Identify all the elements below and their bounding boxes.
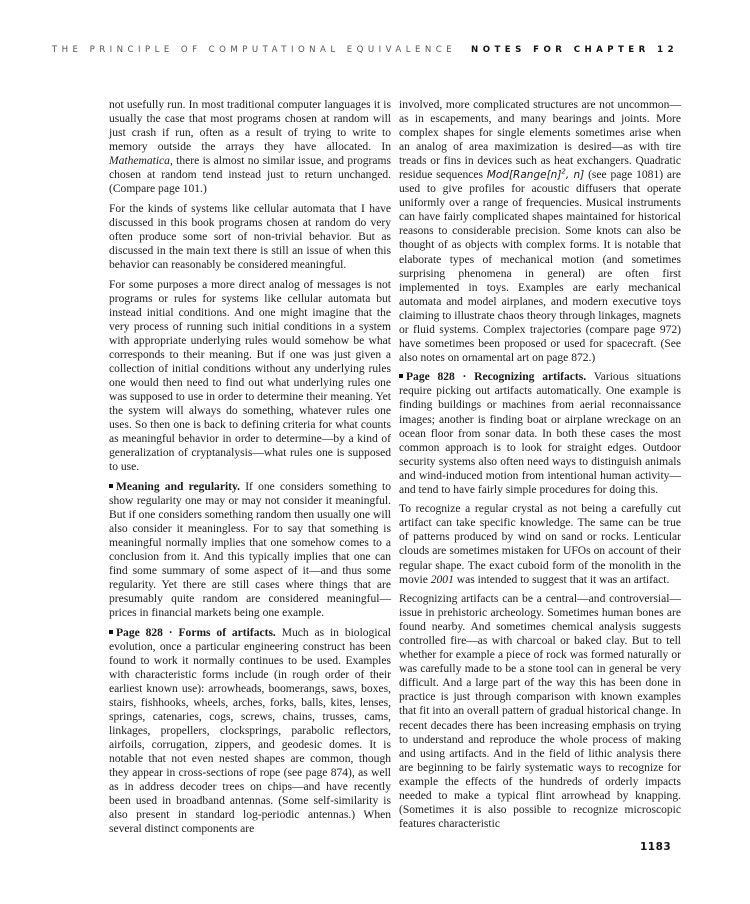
note-body: Much as in biological evolution, once a particular engineering construct has been found to work it normally continues to be used. Examples with characteristic forms include (in rough order of their earliest known use): arrowheads, boomerangs, saws, boxes, stairs, fishhooks, wheels, arches, forks, balls, kites, lenses, springs, catenaries, cogs, screws, chains, trusses, cams, linkages, propellers, clocksprings, parabolic reflectors, airfoils, corrugation, zippers, and geodesic domes. It is notable that not even nested shapes are common, though they appear in cross-sections of rope (see page 874), as well as in address decoder trees on chips—and have recently been used in broadband antennas. (Some self-similarity is also present in standard log-periodic antennas.) When several distinct components are xyxy=(109,626,392,836)
book-title: THE PRINCIPLE OF COMPUTATIONAL EQUIVALENCE xyxy=(51,45,457,55)
note-body: Various situations require picking out artifacts automatically. One example is finding buildings or machines from aerial reconnaissance images; another is finding boat or airplane wreckage on an ocean floor from sonar data. In both these cases the most common approach is to look for straight edges. Outdoor security systems also often need ways to distinguish animals and wind-induced motion from intentional human activity—and tend to have fairly simple procedures for doing this. xyxy=(399,371,681,496)
code-expression xyxy=(487,169,584,181)
right-column xyxy=(399,98,681,836)
paragraph-text: was intended to suggest that it was an artifact. xyxy=(453,573,670,586)
paragraph xyxy=(399,502,681,586)
running-head xyxy=(51,40,678,60)
square-bullet-icon xyxy=(399,374,403,378)
paragraph-text: (see page 1081) are used to give profiles for acoustic diffusers that operate uniformly over a range of frequencies. Musical instruments can have fairly complicated shapes maintained for historical reasons to considerable precision. Some knots can also be thought of as objects with complex forms. It is notable that elaborate types of mechanical motion (and sometimes surprising phenomena in general) are often first implemented in toys. Examples are early mechanical automata and model airplanes, and modern executive toys claiming to illustrate chaos theory through linkages, magnets or fluid systems. Complex trajectories (compare page 972) have sometimes been proposed or used for spacecraft. (See also notes on ornamental art on page 872.) xyxy=(399,169,681,364)
paragraph: For the kinds of systems like cellular automata that I have discussed in this book programs chosen at random do very often produce some sort of non-trivial behavior. But as discussed in the main text there is still an issue of when this behavior can reasonably be considered meaningful. xyxy=(109,202,391,272)
paragraph-text: involved, more complicated structures are not uncommon—as in escapements, and many bearings and joints. More complex shapes for single elements sometimes arise when an analog of area maximization is desired—as with tire treads or fins in devices such as heat exchangers. Quadratic residue sequences xyxy=(399,99,681,182)
paragraph-text: not usefully run. In most traditional computer languages it is usually the case that most programs chosen at random will just crash if run, often as a result of trying to write to memory outside the arrays they have allocated. In xyxy=(109,99,391,154)
note-forms-of-artifacts xyxy=(109,626,391,837)
note-heading: Page 828 · Recognizing artifacts. xyxy=(406,371,587,384)
paragraph: For some purposes a more direct analog of messages is not programs or rules for systems like cellular automata but instead initial conditions. And one might imagine that the very process of running such initial conditions in a system with appropriate underlying rules would somehow be what corresponds to their meaning. But if one was just given a collection of initial conditions without any underlying rules one would then need to find out what underlying rules one was supposed to use in order to determine their meaning. Yet the system will always do something, whatever rules one uses. So then one is back to defining criteria for what counts as meaningful behavior in order to determine—by a kind of generalization of cryptanalysis—what rules one is supposed to use. xyxy=(109,278,391,474)
italic-term: Mathematica xyxy=(109,155,170,168)
italic-term: 2001 xyxy=(430,573,454,586)
note-meaning-and-regularity xyxy=(109,480,391,620)
code-superscript: 2 xyxy=(561,167,566,176)
code-text: Mod[Range[n] xyxy=(486,169,562,182)
paragraph-text: To recognize a regular crystal as not being a carefully cut artifact can take specific knowledge. The same can be true of patterns produced by wind on sand or rocks. Lenticular clouds are sometimes mistaken for UFOs on account of their regular shape. The exact cuboid form of the monolith in the movie xyxy=(399,503,681,586)
square-bullet-icon xyxy=(109,484,113,488)
paragraph-text: , there is almost no similar issue, and programs chosen at random tend instead just to return unchanged. (Compare page 101.) xyxy=(109,155,391,196)
note-heading: Meaning and regularity. xyxy=(116,480,241,493)
square-bullet-icon xyxy=(109,630,113,634)
paragraph xyxy=(109,98,391,196)
section-title: NOTES FOR CHAPTER 12 xyxy=(471,45,678,55)
code-text: , n] xyxy=(565,169,585,182)
note-body: If one considers something to show regularity one may or may not consider it meaningful. But if one considers something random then usually one will also consider it meaningless. For to say that something is meaningful normally implies that one somehow comes to a conclusion from it. And this typically implies that one can find some summary of some aspect of it—and thus some regularity. Yet there are still cases where things that are presumably quite random are considered meaningful—prices in financial markets being one example. xyxy=(109,480,392,620)
paragraph xyxy=(399,98,681,365)
note-recognizing-artifacts xyxy=(399,370,681,496)
page-number: 1183 xyxy=(640,841,672,853)
paragraph: Recognizing artifacts can be a central—and controversial—issue in prehistoric archeology. Sometimes human bones are found nearby. And sometimes chemical analysis suggests controlled fire—as with charcoal or baked clay. But to tell whether for example a piece of rock was formed naturally or was carefully made to be a stone tool can in general be very difficult. And a large part of the way this has been done in practice is just through comparison with known examples that fit into an overall pattern of gradual historical change. In recent decades there has been increasing emphasis on trying to understand and reproduce the whole process of making and using artifacts. And in the field of lithic analysis there are beginning to be fairly systematic ways to recognize for example the effects of the hundreds of orderly impacts needed to make a typical flint arrowhead by knapping. (Sometimes it is also possible to recognize microscopic features characteristic xyxy=(399,593,681,830)
note-heading: Page 828 · Forms of artifacts. xyxy=(116,626,276,639)
left-column xyxy=(109,98,391,842)
